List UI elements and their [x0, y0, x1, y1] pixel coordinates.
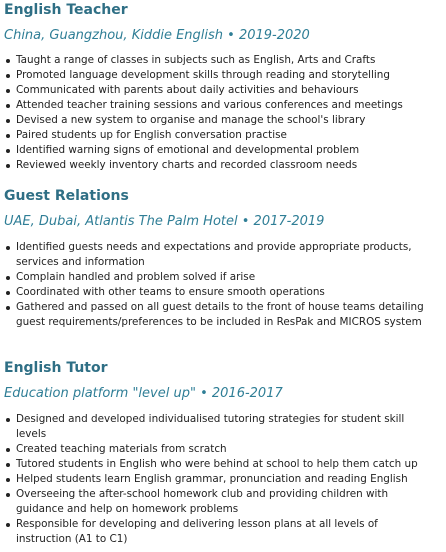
duty-text: Complain handled and problem solved if arise	[16, 271, 256, 283]
bullet-dot-icon	[6, 119, 10, 123]
duty-item	[4, 412, 440, 442]
bullet-dot-icon	[6, 418, 10, 422]
duty-text: Paired students up for English conversation practise	[16, 129, 287, 141]
duty-item	[4, 113, 440, 128]
job-english-teacher	[4, 1, 440, 173]
duty-item	[4, 143, 440, 158]
duty-text: Promoted language development skills through reading and storytelling	[16, 69, 390, 81]
duty-item	[4, 98, 440, 113]
job-guest-relations	[4, 187, 440, 330]
duty-text: Responsible for developing and delivering lesson plans at all levels of	[16, 518, 378, 530]
job-title: English Tutor	[4, 360, 108, 376]
bullet-dot-icon	[6, 149, 10, 153]
duty-text: Reviewed weekly inventory charts and recorded classroom needs	[16, 159, 358, 171]
job-duties-list	[4, 53, 440, 173]
duty-text: Devised a new system to organise and manage the school's library	[16, 114, 366, 126]
duty-item	[4, 128, 440, 143]
job-english-tutor	[4, 359, 440, 547]
duty-item	[4, 517, 440, 547]
job-duties-list	[4, 412, 440, 547]
bullet-dot-icon	[6, 89, 10, 93]
bullet-dot-icon	[6, 306, 10, 310]
bullet-dot-icon	[6, 448, 10, 452]
duty-item	[4, 270, 440, 285]
duty-text: services and information	[16, 256, 145, 268]
job-location-date: China, Guangzhou, Kiddie English • 2019-2020	[4, 28, 310, 43]
duty-text: Tutored students in English who were behind at school to help them catch up	[16, 458, 418, 470]
bullet-dot-icon	[6, 246, 10, 250]
duty-text: Attended teacher training sessions and various conferences and meetings	[16, 99, 403, 111]
duty-item	[4, 457, 440, 472]
duty-text: levels	[16, 428, 47, 440]
bullet-dot-icon	[6, 59, 10, 63]
duty-text: instruction (A1 to C1)	[16, 533, 128, 545]
duty-item	[4, 472, 440, 487]
duty-text: Gathered and passed on all guest details to the front of house teams detailing	[16, 301, 424, 313]
duty-text: Designed and developed individualised tutoring strategies for student skill	[16, 413, 405, 425]
bullet-dot-icon	[6, 478, 10, 482]
duty-text: guidance and help on homework problems	[16, 503, 239, 515]
duty-text: guest requirements/preferences to be included in ResPak and MICROS system	[16, 316, 422, 328]
duty-item	[4, 285, 440, 300]
duty-item	[4, 158, 440, 173]
duty-text: Communicated with parents about daily activities and behaviours	[16, 84, 359, 96]
job-location-date: UAE, Dubai, Atlantis The Palm Hotel • 2017-2019	[4, 214, 325, 229]
bullet-dot-icon	[6, 104, 10, 108]
duty-item	[4, 300, 440, 330]
bullet-dot-icon	[6, 523, 10, 527]
duty-item	[4, 442, 440, 457]
duty-text: Identified guests needs and expectations and provide appropriate products,	[16, 241, 412, 253]
job-duties-list	[4, 240, 440, 330]
job-title: Guest Relations	[4, 188, 129, 204]
bullet-dot-icon	[6, 276, 10, 280]
duty-text: Overseeing the after-school homework club and providing children with	[16, 488, 389, 500]
duty-text: Created teaching materials from scratch	[16, 443, 227, 455]
duty-text: Taught a range of classes in subjects such as English, Arts and Crafts	[16, 54, 376, 66]
bullet-dot-icon	[6, 74, 10, 78]
duty-text: Helped students learn English grammar, pronunciation and reading English	[16, 473, 408, 485]
duty-item	[4, 83, 440, 98]
bullet-dot-icon	[6, 291, 10, 295]
duty-text: Coordinated with other teams to ensure smooth operations	[16, 286, 325, 298]
job-title: English Teacher	[4, 2, 128, 18]
bullet-dot-icon	[6, 463, 10, 467]
duty-item	[4, 487, 440, 517]
duty-item	[4, 53, 440, 68]
bullet-dot-icon	[6, 134, 10, 138]
duty-item	[4, 240, 440, 270]
duty-item	[4, 68, 440, 83]
duty-text: Identified warning signs of emotional and developmental problem	[16, 144, 360, 156]
bullet-dot-icon	[6, 493, 10, 497]
job-location-date: Education platform "level up" • 2016-2017	[4, 386, 283, 401]
bullet-dot-icon	[6, 164, 10, 168]
